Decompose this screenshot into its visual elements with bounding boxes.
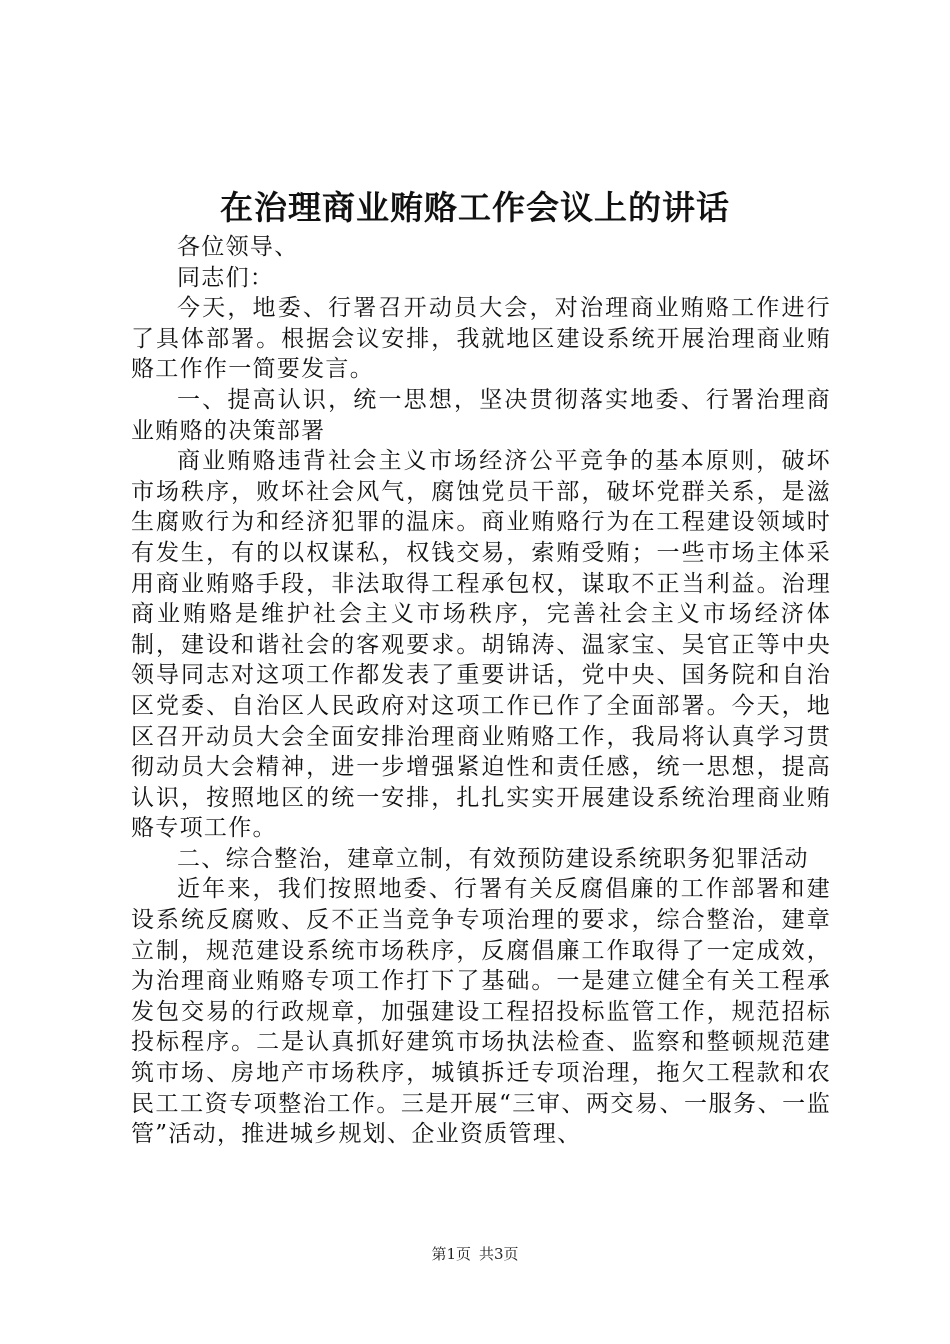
section-heading-2: 二、综合整治，建章立制，有效预防建设系统职务犯罪活动 bbox=[177, 845, 809, 872]
salutation-line-1: 各位领导、 bbox=[177, 234, 299, 260]
intro-paragraph: 今天，地委、行署召开动员大会，对治理商业贿赂工作进行了具体部署。根据会议安排，我就地区建设系统开展治理商业贿赂工作作一简要发言。 bbox=[131, 295, 831, 383]
section-1-paragraph: 商业贿赂违背社会主义市场经济公平竞争的基本原则，破坏市场秩序，败坏社会风气，腐蚀党员干部，破坏党群关系，是滋生腐败行为和经济犯罪的温床。商业贿赂行为在工程建设领域时有发生，有的以权谋私，权钱交易，索贿受贿；一些市场主体采用商业贿赂手段，非法取得工程承包权，谋取不正当利益。治理商业贿赂是维护社会主义市场秩序，完善社会主义市场经济体制，建设和谐社会的客观要求。胡锦涛、温家宝、吴官正等中央领导同志对这项工作都发表了重要讲话，党中央、国务院和自治区党委、自治区人民政府对这项工作已作了全面部署。今天，地区召开动员大会全面安排治理商业贿赂工作，我局将认真学习贯彻动员大会精神，进一步增强紧迫性和责任感，统一思想，提高认识，按照地区的统一安排，扎扎实实开展建设系统治理商业贿赂专项工作。 bbox=[131, 448, 831, 842]
document-body bbox=[131, 232, 831, 1150]
page-footer bbox=[0, 1244, 950, 1264]
document-title: 在治理商业贿赂工作会议上的讲话 bbox=[220, 188, 730, 227]
salutation-line-2: 同志们： bbox=[177, 264, 275, 291]
section-2-paragraph: 近年来，我们按照地委、行署有关反腐倡廉的工作部署和建设系统反腐败、反不正当竞争专项治理的要求，综合整治，建章立制，规范建设系统市场秩序，反腐倡廉工作取得了一定成效，为治理商业贿赂专项工作打下了基础。一是建立健全有关工程承发包交易的行政规章，加强建设工程招投标监管工作，规范招标投标程序。二是认真抓好建筑市场执法检查、监察和整顿规范建筑市场、房地产市场秩序，城镇拆迁专项治理，拖欠工程款和农民工工资专项整治工作。三是开展“三审、两交易、一服务、一监管”活动，推进城乡规划、企业资质管理、 bbox=[131, 876, 831, 1148]
page-total: 共3页 bbox=[479, 1245, 519, 1263]
section-heading-1: 一、提高认识，统一思想，坚决贯彻落实地委、行署治理商业贿赂的决策部署 bbox=[131, 386, 831, 444]
page-number: 第1页 bbox=[431, 1245, 471, 1263]
